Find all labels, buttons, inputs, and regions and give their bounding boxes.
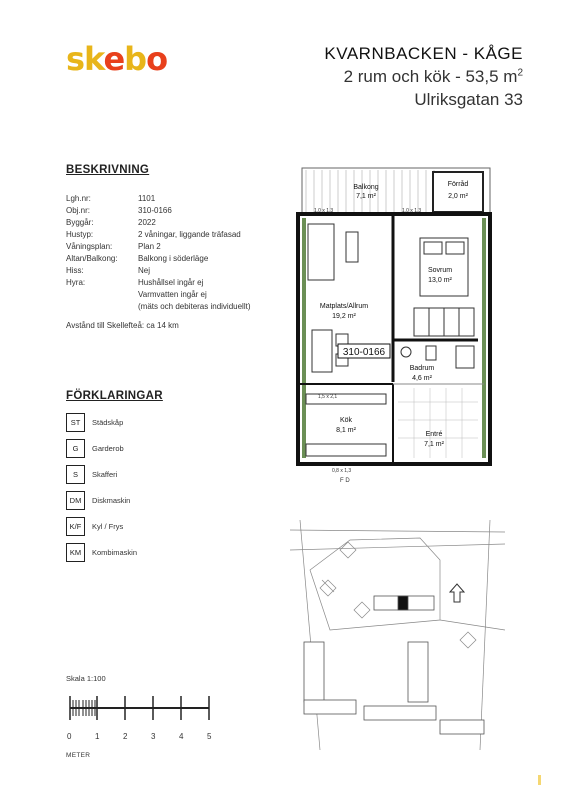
description-list bbox=[66, 193, 251, 313]
room-name: Kök bbox=[339, 417, 353, 424]
description-value: 310-0166 bbox=[138, 206, 172, 215]
legend-code: ST bbox=[66, 413, 85, 432]
window-mark: 0,8 x 1,3 bbox=[332, 468, 352, 474]
scale-tick: 4 bbox=[179, 732, 184, 741]
legend-label: Kyl / Frys bbox=[92, 521, 124, 531]
description-value: Hushållsel ingår ej bbox=[138, 278, 204, 287]
legend-item bbox=[66, 410, 137, 434]
scale-tick: 1 bbox=[95, 732, 100, 741]
description-row bbox=[66, 241, 251, 253]
description-value: Plan 2 bbox=[138, 242, 161, 251]
description-row bbox=[66, 265, 251, 277]
legend-code: S bbox=[66, 465, 85, 484]
description-value: Varmvatten ingår ej bbox=[138, 290, 207, 299]
room-area: 2,0 m² bbox=[448, 193, 468, 200]
legend-item bbox=[66, 540, 137, 564]
description-row bbox=[66, 193, 251, 205]
legend-item bbox=[66, 436, 137, 460]
description-label: Hustyp: bbox=[66, 230, 94, 239]
description-row bbox=[66, 253, 251, 265]
description-label: Hiss: bbox=[66, 266, 84, 275]
room-area: 7,1 m² bbox=[424, 441, 444, 448]
scale-tick: 2 bbox=[123, 732, 128, 741]
legend-label: Städskåp bbox=[92, 417, 124, 427]
distance-note: Avstånd till Skellefteå: ca 14 km bbox=[66, 321, 179, 330]
description-row bbox=[66, 229, 251, 241]
scale-unit: METER bbox=[66, 752, 91, 759]
description-value: Balkong i söderläge bbox=[138, 254, 209, 263]
description-heading: BESKRIVNING bbox=[66, 164, 150, 176]
room-name: Sovrum bbox=[427, 267, 453, 274]
description-label: Hyra: bbox=[66, 278, 86, 287]
description-label: Obj.nr: bbox=[66, 206, 91, 215]
room-area: 13,0 m² bbox=[428, 277, 452, 284]
description-row bbox=[66, 301, 251, 313]
legend-label: Garderob bbox=[92, 443, 124, 453]
description-label bbox=[66, 301, 138, 313]
legend-code: KM bbox=[66, 543, 85, 562]
window-mark: 1,0 x 1,3 bbox=[402, 208, 422, 214]
legend-label: Diskmaskin bbox=[92, 495, 131, 505]
room-name: Entré bbox=[425, 431, 443, 438]
scale-label: Skala 1:100 bbox=[66, 674, 106, 683]
site-plan bbox=[290, 520, 505, 750]
window-mark: 1,5 x 2,1 bbox=[318, 394, 338, 400]
scale-bar bbox=[66, 688, 216, 738]
description-row bbox=[66, 217, 251, 229]
window-mark: 1,0 x 1,3 bbox=[314, 208, 334, 214]
room-area: 4,6 m² bbox=[412, 375, 432, 382]
room-name: Badrum bbox=[409, 365, 435, 372]
floor-plan bbox=[288, 162, 500, 488]
legend-code: G bbox=[66, 439, 85, 458]
description-row bbox=[66, 277, 251, 289]
room-name: Förråd bbox=[447, 181, 469, 188]
room-area: 8,1 m² bbox=[336, 427, 356, 434]
scale-ticks bbox=[66, 732, 226, 744]
apartment-summary: 2 rum och kök - 53,5 $m^2$ bbox=[343, 67, 523, 86]
legend-list bbox=[66, 410, 137, 566]
description-row bbox=[66, 289, 251, 301]
scale-tick: 3 bbox=[151, 732, 156, 741]
skebo-logo: skebo bbox=[66, 40, 168, 78]
legend-item bbox=[66, 462, 137, 486]
description-label bbox=[66, 289, 138, 301]
description-label: Lgh.nr: bbox=[66, 194, 91, 203]
object-number-label: 310-0166 bbox=[342, 347, 386, 358]
legend-code: K/F bbox=[66, 517, 85, 536]
address: Ulriksgatan 33 bbox=[414, 90, 523, 109]
room-area: 19,2 m² bbox=[332, 313, 356, 320]
property-title: KVARNBACKEN - KÅGE bbox=[324, 44, 523, 63]
legend-code: DM bbox=[66, 491, 85, 510]
description-label: Byggår: bbox=[66, 218, 94, 227]
description-value: 2 våningar, liggande träfasad bbox=[138, 230, 241, 239]
description-value: (mäts och debiteras individuellt) bbox=[138, 302, 251, 311]
legend-label: Skafferi bbox=[92, 469, 118, 479]
room-name: Balkong bbox=[353, 184, 379, 191]
description-value: 1101 bbox=[138, 194, 156, 203]
description-value: 2022 bbox=[138, 218, 156, 227]
room-area: 7,1 m² bbox=[356, 193, 376, 200]
page-marker bbox=[538, 775, 541, 785]
legend-item bbox=[66, 488, 137, 512]
fd-label: F D bbox=[340, 478, 350, 484]
legend-heading: FÖRKLARINGAR bbox=[66, 390, 163, 402]
description-row bbox=[66, 205, 251, 217]
description-label: Våningsplan: bbox=[66, 242, 113, 251]
description-label: Altan/Balkong: bbox=[66, 254, 118, 263]
description-value: Nej bbox=[138, 266, 151, 275]
legend-label: Kombimaskin bbox=[92, 547, 138, 557]
scale-tick: 0 bbox=[67, 732, 72, 741]
scale-tick: 5 bbox=[207, 732, 212, 741]
room-name: Matplats/Allrum bbox=[319, 303, 369, 310]
legend-item bbox=[66, 514, 137, 538]
